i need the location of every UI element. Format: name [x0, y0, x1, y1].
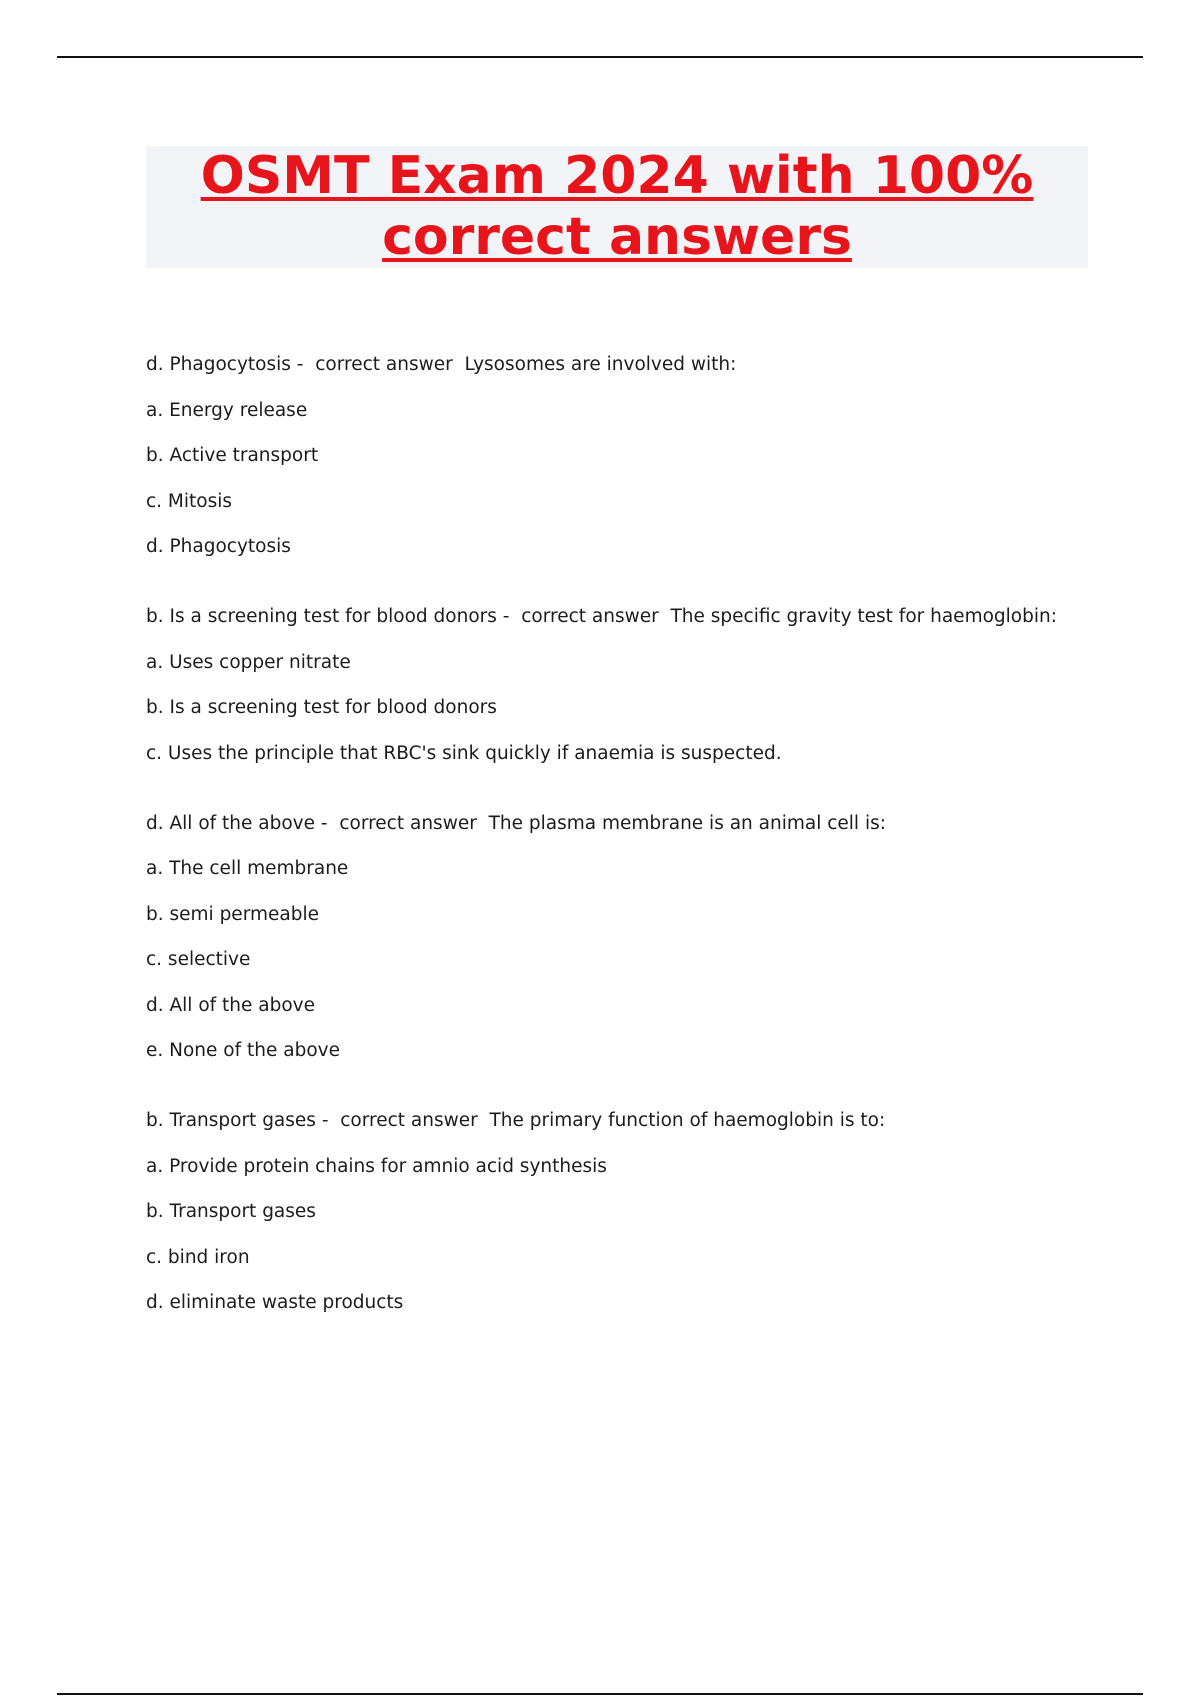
option-item: a. The cell membrane — [146, 858, 349, 879]
question-text: The plasma membrane is an animal cell is: — [488, 812, 886, 834]
title-banner — [146, 146, 1088, 268]
document-title — [146, 146, 1088, 268]
question-header — [146, 605, 1146, 629]
option-item: a. Uses copper nitrate — [146, 651, 351, 673]
option-item: e. None of the above — [146, 1040, 340, 1061]
question-header — [146, 1109, 1146, 1133]
option-item: d. All of the above — [146, 994, 316, 1016]
question-text: The specific gravity test for haemoglobin: — [670, 606, 1057, 627]
answer-separator: - correct answer — [496, 606, 671, 627]
option-item: c. bind iron — [146, 1246, 250, 1268]
question-block — [146, 353, 1146, 559]
question-text: Lysosomes are involved with: — [464, 354, 737, 375]
question-list — [146, 353, 1146, 1361]
question-header — [146, 812, 1146, 836]
option-item: c. Uses the principle that RBC's sink quickly if anaemia is suspected. — [146, 742, 782, 764]
question-header — [146, 353, 1146, 377]
option-item: b. semi permeable — [146, 903, 319, 925]
footer-rule — [57, 1693, 1143, 1695]
answer-text: b. Is a screening test for blood donors — [146, 606, 497, 627]
title-line-1: OSMT Exam 2024 with 100% — [200, 146, 1034, 206]
title-line-2: correct answers — [382, 207, 852, 267]
option-item: d. eliminate waste products — [146, 1292, 404, 1313]
option-item: b. Transport gases — [146, 1201, 316, 1222]
option-item: c. selective — [146, 949, 251, 970]
answer-separator: - correct answer — [315, 1110, 490, 1131]
answer-text: d. Phagocytosis — [146, 354, 291, 375]
answer-text: d. All of the above — [146, 812, 316, 834]
header-rule — [57, 56, 1143, 58]
option-item: c. Mitosis — [146, 490, 233, 512]
answer-text: b. Transport gases — [146, 1110, 316, 1131]
answer-separator: - correct answer — [290, 354, 465, 375]
option-item: a. Provide protein chains for amnio acid synthesis — [146, 1155, 607, 1177]
option-item: b. Is a screening test for blood donors — [146, 697, 497, 718]
answer-separator: - correct answer — [315, 812, 489, 834]
option-item: b. Active transport — [146, 445, 319, 466]
option-item: a. Energy release — [146, 399, 308, 421]
question-block — [146, 605, 1146, 766]
question-text: The primary function of haemoglobin is to: — [489, 1110, 886, 1131]
question-block — [146, 812, 1146, 1064]
question-block — [146, 1109, 1146, 1315]
option-item: d. Phagocytosis — [146, 536, 291, 557]
